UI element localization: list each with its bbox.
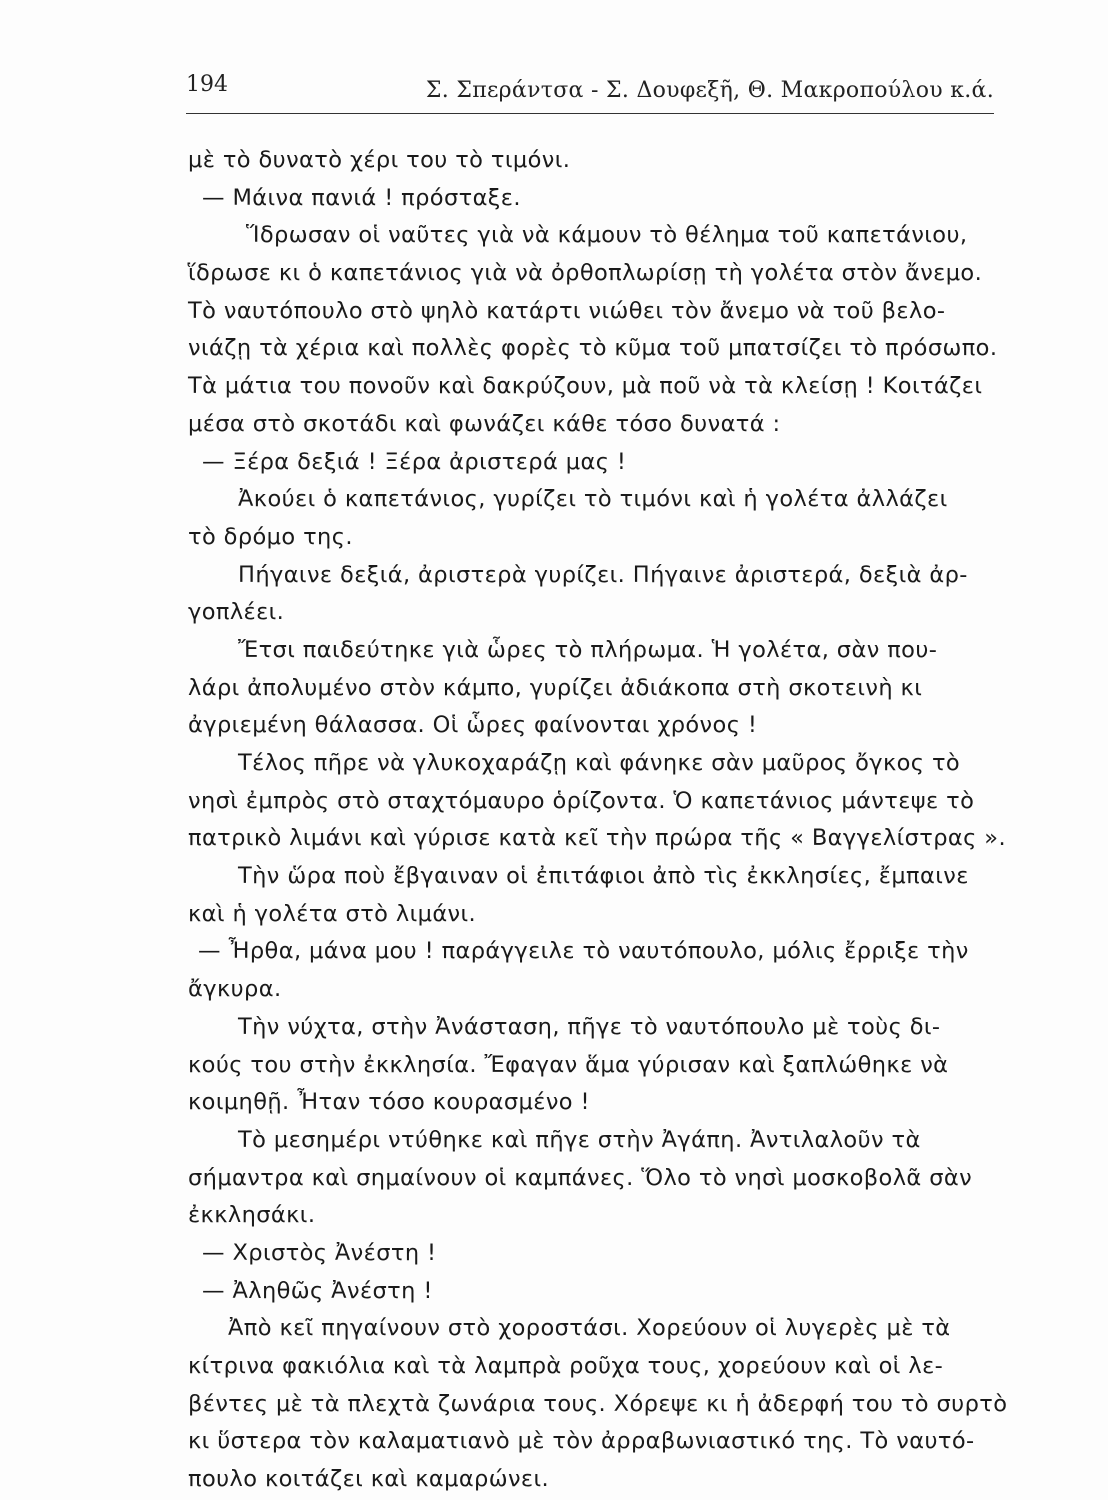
text-line: Τὰ μάτια του πονοῦν καὶ δακρύζουν, μὰ ποῦ νὰ τὰ κλείσῃ ! Κοιτάζει bbox=[188, 373, 983, 400]
paragraph-start: Ἔτσι παιδεύτηκε γιὰ ὧρες τὸ πλήρωμα. Ἡ γολέτα, σὰν που- bbox=[238, 636, 938, 663]
paragraph-start: Ἵδρωσαν οἱ ναῦτες γιὰ νὰ κάμουν τὸ θέλημα τοῦ καπετάνιου, bbox=[246, 222, 968, 249]
page-header bbox=[186, 72, 994, 108]
text-line: ἵδρωσε κι ὁ καπετάνιος γιὰ νὰ ὀρθοπλωρίσῃ τὴ γολέτα στὸν ἄνεμο. bbox=[188, 260, 983, 287]
page-number: 194 bbox=[186, 72, 228, 97]
text-line: Τὸ ναυτόπουλο στὸ ψηλὸ κατάρτι νιώθει τὸν ἄνεμο νὰ τοῦ βελο- bbox=[188, 297, 946, 324]
paragraph-start: Ἀκούει ὁ καπετάνιος, γυρίζει τὸ τιμόνι καὶ ἡ γολέτα ἀλλάζει bbox=[238, 486, 948, 513]
text-line: βέντες μὲ τὰ πλεχτὰ ζωνάρια τους. Χόρεψε κι ἡ ἀδερφή του τὸ συρτὸ bbox=[188, 1390, 1008, 1417]
text-line: ἄγκυρα. bbox=[188, 976, 282, 1003]
dialogue-line: — Ἀληθῶς Ἀνέστη ! bbox=[202, 1277, 433, 1304]
text-line: κοιμηθῇ. Ἦταν τόσο κουρασμένο ! bbox=[188, 1089, 590, 1116]
paragraph-start: Τὴν ὥρα ποὺ ἔβγαιναν οἱ ἐπιτάφιοι ἀπὸ τὶς ἐκκλησίες, ἔμπαινε bbox=[238, 863, 969, 890]
text-line: σήμαντρα καὶ σημαίνουν οἱ καμπάνες. Ὅλο τὸ νησὶ μοσκοβολᾶ σὰν bbox=[188, 1164, 973, 1191]
text-line: γοπλέει. bbox=[188, 599, 285, 626]
text-line: μὲ τὸ δυνατὸ χέρι του τὸ τιμόνι. bbox=[188, 147, 571, 173]
header-rule bbox=[186, 113, 994, 114]
text-line: κίτρινα φακιόλια καὶ τὰ λαμπρὰ ροῦχα τους, χορεύουν καὶ οἱ λε- bbox=[188, 1353, 944, 1379]
paragraph-start: Τέλος πῆρε νὰ γλυκοχαράζῃ καὶ φάνηκε σὰν μαῦρος ὄγκος τὸ bbox=[238, 750, 961, 776]
dialogue-line: — Ξέρα δεξιά ! Ξέρα ἀριστερά μας ! bbox=[202, 448, 627, 475]
dialogue-line: — Ἦρθα, μάνα μου ! παράγγειλε τὸ ναυτόπουλο, μόλις ἔρριξε τὴν bbox=[198, 938, 969, 965]
paragraph-start: Τὴν νύχτα, στὴν Ἀνάσταση, πῆγε τὸ ναυτόπουλο μὲ τοὺς δι- bbox=[238, 1013, 941, 1040]
text-line: ἀγριεμένη θάλασσα. Οἱ ὧρες φαίνονται χρόνος ! bbox=[188, 712, 758, 739]
text-line: κι ὕστερα τὸν καλαματιανὸ μὲ τὸν ἀρραβωνιαστικό της. Τὸ ναυτό- bbox=[188, 1428, 975, 1455]
text-line: λάρι ἀπολυμένο στὸν κάμπο, γυρίζει ἀδιάκοπα στὴ σκοτεινὴ κι bbox=[188, 674, 923, 701]
paragraph-start: Πήγαινε δεξιά, ἀριστερὰ γυρίζει. Πήγαινε ἀριστερά, δεξιὰ ἀρ- bbox=[238, 561, 968, 588]
body-text bbox=[188, 142, 1008, 1499]
text-line: πουλο κοιτάζει καὶ καμαρώνει. bbox=[188, 1466, 550, 1493]
dialogue-line: — Μάινα πανιά ! πρόσταξε. bbox=[202, 184, 521, 211]
text-line: κούς του στὴν ἐκκλησία. Ἔφαγαν ἅμα γύρισαν καὶ ξαπλώθηκε νὰ bbox=[188, 1051, 949, 1078]
paragraph-start: Ἀπὸ κεῖ πηγαίνουν στὸ χοροστάσι. Χορεύουν οἱ λυγερὲς μὲ τὰ bbox=[228, 1315, 951, 1342]
text-line: καὶ ἡ γολέτα στὸ λιμάνι. bbox=[188, 900, 477, 927]
text-line: ἐκκλησάκι. bbox=[188, 1202, 316, 1229]
paragraph-start: Τὸ μεσημέρι ντύθηκε καὶ πῆγε στὴν Ἀγάπη. Ἀντιλαλοῦν τὰ bbox=[238, 1126, 921, 1153]
text-line: μέσα στὸ σκοτάδι καὶ φωνάζει κάθε τόσο δυνατά : bbox=[188, 410, 781, 437]
text-line: πατρικὸ λιμάνι καὶ γύρισε κατὰ κεῖ τὴν πρώρα τῆς « Βαγγελίστρας ». bbox=[188, 825, 1007, 852]
dialogue-line: — Χριστὸς Ἀνέστη ! bbox=[202, 1239, 437, 1266]
text-line: νησὶ ἐμπρὸς στὸ σταχτόμαυρο ὁρίζοντα. Ὁ καπετάνιος μάντεψε τὸ bbox=[188, 787, 975, 814]
text-line: νιάζῃ τὰ χέρια καὶ πολλὲς φορὲς τὸ κῦμα τοῦ μπατσίζει τὸ πρόσωπο. bbox=[188, 335, 998, 362]
text-line: τὸ δρόμο της. bbox=[188, 523, 353, 550]
running-head: Σ. Σπεράντσα - Σ. Δουφεξῆ, Θ. Μακροπούλου κ.ά. bbox=[425, 78, 994, 103]
